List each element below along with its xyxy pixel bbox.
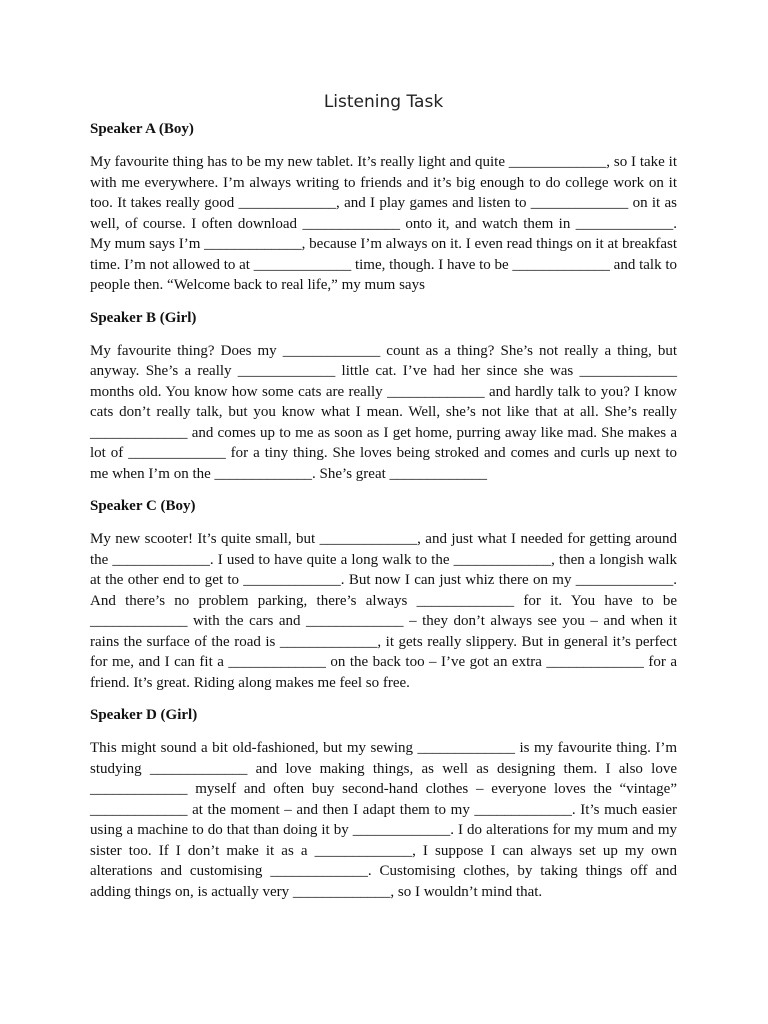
speaker-c-paragraph: My new scooter! It’s quite small, but _____________, and just what I needed for getting around the _____________. I used to have quite a long walk to the _____________, then a longish walk at the other end to get to _____________. But now I can just whiz there on my _____________. And there’s no problem parking, there’s always _____________ for it. You have to be _____________ with the cars and _____________ – they don’t always see you – and when it rains the surface of the road is _____________, it gets really slippery. But in general it’s perfect for me, and I can fit a _____________ on the back too – I’ve got an extra _____________ for a friend. It’s great. Riding along makes me feel so free. [90,531,677,691]
speaker-d-paragraph: This might sound a bit old-fashioned, but my sewing _____________ is my favourite thing. I’m studying _____________ and love making things, as well as designing them. I also love _____________ myself and often buy second-hand clothes – everyone loves the “vintage” _____________ at the moment – and then I adapt them to my _____________. It’s much easier using a machine to do that than doing it by _____________. I do alterations for my mum and my sister too. If I don’t make it as a _____________, I suppose I can always set up my own alterations and customising _____________. Customising clothes, by taking things off and adding things on, is actually very _____________, so I wouldn’t mind that. [90,740,677,900]
speaker-c-heading: Speaker C (Boy) [90,498,196,514]
speaker-a-heading: Speaker A (Boy) [90,121,194,137]
document-page [90,90,677,902]
speaker-d-heading: Speaker D (Girl) [90,707,198,723]
speaker-a-paragraph: My favourite thing has to be my new tablet. It’s really light and quite _____________, so I take it with me everywhere. I’m always writing to friends and it’s big enough to do college work on it too. It takes really good _____________, and I play games and listen to _____________ on it as well, of course. I often download _____________ onto it, and watch them in _____________. My mum says I’m _____________, because I’m always on it. I even read things on it at breakfast time. I’m not allowed to at _____________ time, though. I have to be _____________ and talk to people then. “Welcome back to real life,” my mum says [90,154,677,293]
document-title: Listening Task [323,92,444,112]
speaker-b-paragraph: My favourite thing? Does my _____________ count as a thing? She’s not really a thing, but anyway. She’s a really _____________ little cat. I’ve had her since she was _____________ months old. You know how some cats are really _____________ and hardly talk to you? I know cats don’t really talk, but you know what I mean. Well, she’s not like that at all. She’s really _____________ and comes up to me as soon as I get home, purring away like mad. She makes a lot of _____________ for a tiny thing. She loves being stroked and comes and curls up next to me when I’m on the _____________. She’s great _____________ [90,342,677,482]
speaker-b-heading: Speaker B (Girl) [90,309,197,326]
